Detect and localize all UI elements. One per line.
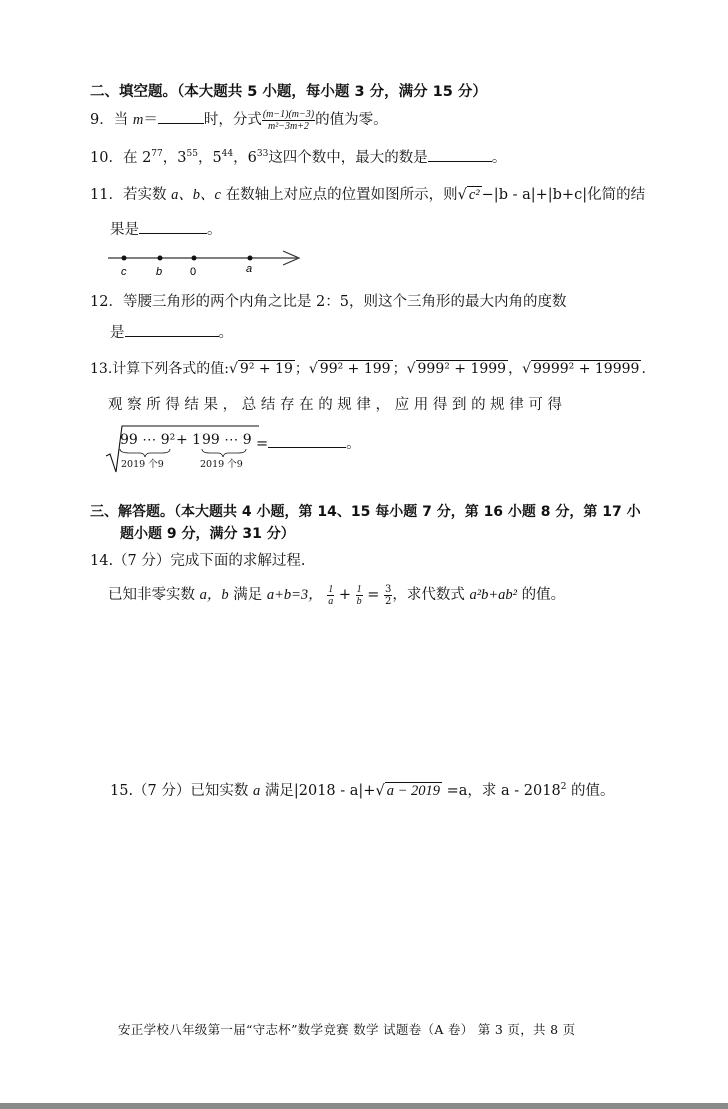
radicand-right: 99 ⋯ 9: [202, 432, 252, 448]
fraction: $\frac{(m-1)(m-3)}{\text{m²−3m+2}}$: [262, 108, 315, 132]
answer-blank[interactable]: [139, 219, 207, 234]
question-14-statement: 已知非零实数 a，b 满足 a+b=3， $\frac{1}{a}$ + $\frac{1}{b}$ = $\frac{3}{2}$ ，求代数式 a²b+ab² 的值。: [108, 583, 566, 607]
question-11-line2: 果是 。: [110, 218, 222, 239]
question-13: 13.计算下列各式的值:√ 9² + 19 ；√ 99² + 199 ；√ 999² + 1999 ，√ 9999² + 19999 .: [90, 361, 646, 377]
bottom-edge-bar: [0, 1103, 728, 1109]
answer-blank[interactable]: [125, 322, 219, 337]
page-footer: 安正学校八年级第一届“守志杯”数学竞赛 数学 试题卷（A 卷） 第 3 页，共 8 页: [118, 1022, 576, 1037]
sqrt-expression: √ c²: [457, 187, 480, 203]
section-3-heading: 三、解答题。（本大题共 4 小题，第 14、15 每小题 7 分，第 16 小题 8 分，第 17 小: [90, 504, 641, 520]
label-c: c: [121, 266, 127, 278]
question-9: 9．当 m＝ 时，分式 $\frac{(m-1)(m-3)}{\text{m²−3m+2}}$ 的值为零。: [90, 108, 388, 132]
underbrace-label-right: 2019 个9: [200, 459, 243, 470]
section-3-heading-line2: 题小题 9 分，满分 31 分）: [120, 526, 295, 542]
question-12-line2: 是 。: [110, 321, 233, 342]
label-a: a: [246, 263, 253, 275]
point-origin: [192, 256, 197, 261]
underbrace-label-left: 2019 个9: [121, 459, 164, 470]
point-a: [248, 256, 253, 261]
question-number: 9．: [90, 112, 114, 128]
label-zero: 0: [190, 266, 197, 278]
question-12: 12．等腰三角形的两个内角之比是 2：5，则这个三角形的最大内角的度数: [90, 294, 567, 310]
question-11: 11．若实数 a、b、c 在数轴上对应点的位置如图所示，则√ c² −|b - a|+|b+c|化简的结: [90, 187, 646, 203]
question-10: 10．在 $2^{77}$，$3^{55}$，$5^{44}$，$6^{33}$这四个数中，最大的数是 。: [90, 146, 506, 167]
label-b: b: [156, 266, 163, 278]
point-c: [122, 256, 127, 261]
answer-blank[interactable]: [428, 147, 492, 162]
question-15: 15.（7 分）已知实数 a 满足|2018 - a|+√ a − 2019 =a，求 a - 2018$^2$ 的值。: [110, 782, 615, 799]
answer-blank[interactable]: [268, 433, 346, 448]
question-13-answer: = 。: [256, 432, 361, 453]
radicand-left: 99 ⋯ 9²: [120, 432, 176, 448]
question-14: 14.（7 分）完成下面的求解过程.: [90, 553, 306, 569]
answer-blank[interactable]: [158, 109, 204, 124]
section-2-heading: 二、填空题。（本大题共 5 小题，每小题 3 分，满分 15 分）: [90, 84, 487, 100]
radicand-plus: + 1: [176, 432, 202, 448]
point-b: [158, 256, 163, 261]
question-13-line2: 观 察 所 得 结 果 ， 总 结 存 在 的 规 律 ， 应 用 得 到 的 规 律 可 得: [108, 397, 563, 413]
number-line: [105, 248, 305, 278]
